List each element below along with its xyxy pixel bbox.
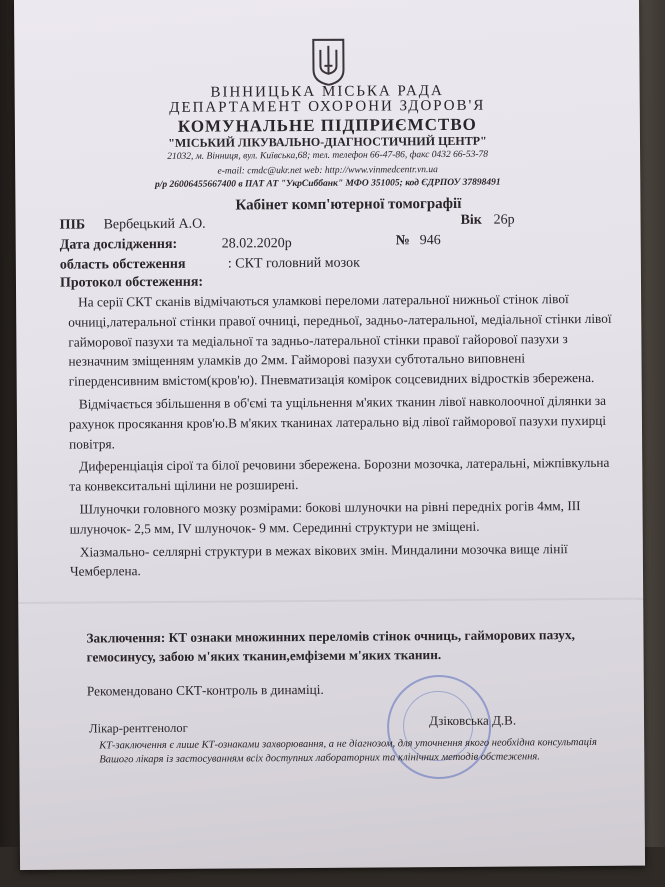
study-area: : СКТ головний мозок <box>227 255 360 272</box>
number-label: № <box>395 233 410 249</box>
signature-role: Лікар-рентгенолог <box>89 720 188 736</box>
protocol-title: Протокол обстеження: <box>59 274 204 291</box>
document-sheet <box>14 0 645 870</box>
header-department: ДЕПАРТАМЕНТ ОХОРОНИ ЗДОРОВ'Я <box>169 97 486 116</box>
header-address: 21032, м. Вінниця, вул. Київська,68; тел. телефон 66-47-86, факс 0432 66-53-78 <box>167 149 489 162</box>
header-bank-details: р/р 26006455667400 в ПАТ АТ "УкрСиббанк" МФО 351005; код ЄДРПОУ 37898491 <box>154 177 501 191</box>
protocol-paragraph: Шлуночки головного мозку розмірами: бокові шлуночки на рівні передніх рогів 4мм, ІІІ шлуночок- 2,5 мм, IV шлуночок- 9 мм. Серединні структури не зміщені. <box>69 498 581 537</box>
protocol-paragraph: Відмічається збільшення в об'ємі та ущільнення м'яких тканин лівої навколоочної ділянки за рахунок просякання кров'ю.В м'яких тканинах латерально від лівої гайморової пазухи пухирці повітря. <box>68 392 607 452</box>
trident-emblem-icon <box>310 38 346 86</box>
patient-age: 26р <box>493 212 515 228</box>
disclaimer-note: КТ-заключення є лише КТ-ознаками захворювання, а не діагнозом, для уточнення якого необхідна консультація Вашого лікаря із застосуванням всіх доступних лабораторних та клінічних методів обстеження. <box>99 736 597 766</box>
date-label: Дата дослідження: <box>59 236 178 253</box>
header-city-council: ВІННИЦЬКА МІСЬКА РАДА <box>210 83 444 101</box>
protocol-paragraph: На серії СКТ сканів відмічаються уламкові переломи латеральної нижньої стінок лівої очниці,латеральної стінки правої очниці, передньої, задньо-латеральної, медіальної стінки лівої гайморової пазухи та медіальної та задньо-латеральної стінки правої гайорової пазухи з незначним зміщенням уламків до 2мм. Гайморові пазухи субтотально виповнені гіперденсивним вмістом(кров'ю). Пневматизація комірок соцсевидних відростків збережена. <box>68 291 612 389</box>
protocol-paragraph: Хіазмально- селлярні структури в межах вікових змін. Миндалини мозочка вище лінії Чемберлена. <box>69 540 568 579</box>
recommendation: Рекомендовано СКТ-контроль в динаміці. <box>86 681 324 699</box>
age-label: Вік <box>460 212 482 228</box>
patient-name: Вербецький А.О. <box>103 216 206 233</box>
protocol-paragraph: Диференціація сірої та білої речовини збережена. Борозни мозочка, латеральні, міжпівкульна та конвекситальні щілини не розширені. <box>69 455 610 494</box>
protocol-body <box>68 289 618 585</box>
signature-name: Дзіковська Д.В. <box>428 712 517 729</box>
area-label: область обстеження <box>59 256 186 273</box>
name-label: ПІБ <box>59 217 86 233</box>
study-number: 946 <box>419 233 441 249</box>
header-contacts: e-mail: cmdc@ukr.net web: http://www.vinmedcentr.vn.ua <box>217 165 438 177</box>
paper-fold <box>18 598 643 604</box>
cabinet-title: Кабінет комп'ютерної томографії <box>235 195 462 214</box>
header-center-name: "МІСЬКИЙ ЛІКУВАЛЬНО-ДІАГНОСТИЧНИЙ ЦЕНТР" <box>168 133 487 150</box>
header-enterprise: КОМУНАЛЬНЕ ПІДПРИЄМСТВО <box>177 114 477 136</box>
conclusion: Заключення: КТ ознаки множинних переломів стінок очниць, гайморових пазух, гемосинусу, забою м'яких тканин,емфіземи м'яких тканин. <box>86 627 575 665</box>
study-date: 28.02.2020р <box>221 236 292 252</box>
